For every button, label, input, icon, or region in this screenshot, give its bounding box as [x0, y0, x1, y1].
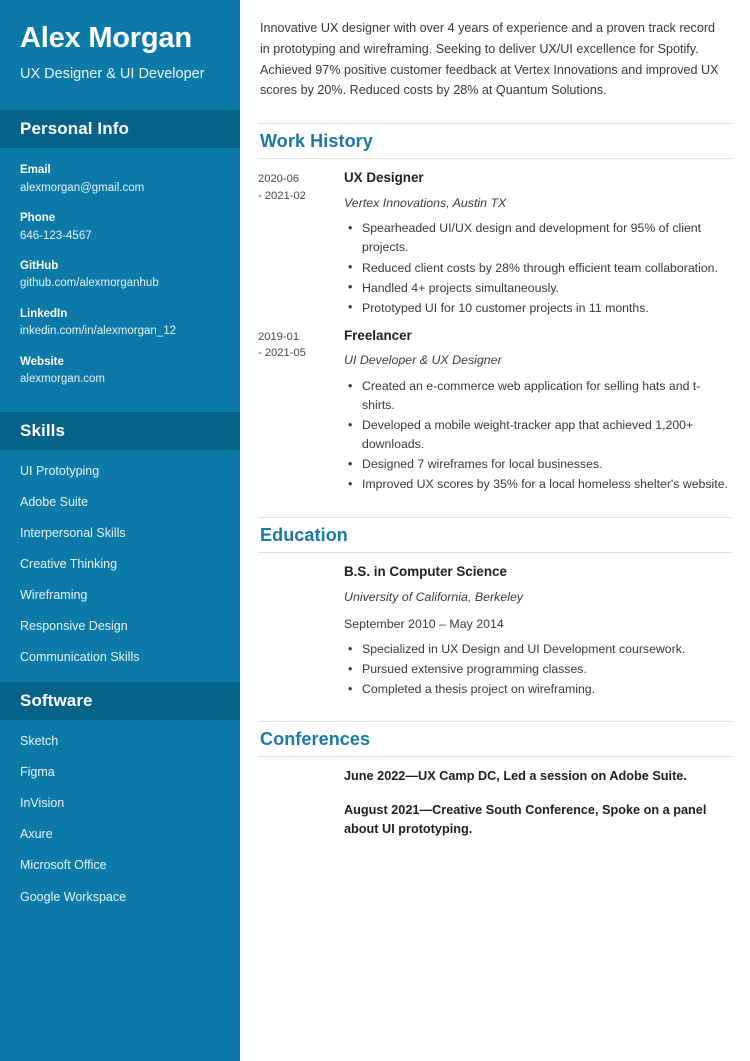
section-education: [258, 517, 732, 699]
bullet-item: • Prototyped UI for 10 customer projects in 11 months.: [344, 299, 732, 318]
contact-value[interactable]: alexmorgan@gmail.com: [20, 181, 145, 194]
professional-summary: Innovative UX designer with over 4 years of experience and a proven track record in prototyping and wireframing. Seeking to deliver UX/UI excellence for Spotify. Achieved 97% positive customer feedback at Vertex Innovations and improved UX scores by 20%. Reduced costs by 28% at Quantum Solutions.: [260, 21, 719, 98]
skill-item: Adobe Suite: [20, 494, 89, 509]
conference-item: June 2022—UX Camp DC, Led a session on Adobe Suite.: [344, 769, 687, 784]
bullet-item: • Specialized in UX Design and UI Development coursework.: [344, 640, 732, 659]
education-dates: September 2010 – May 2014: [344, 616, 504, 631]
work-entry-company: Vertex Innovations, Austin TX: [344, 195, 507, 210]
candidate-role: UX Designer & UI Developer: [20, 66, 205, 83]
skills-list: [0, 450, 240, 678]
contact-item-website: [20, 354, 220, 389]
skill-item: Interpersonal Skills: [20, 525, 126, 540]
skill-item: Responsive Design: [20, 619, 128, 634]
software-item: Google Workspace: [20, 889, 127, 904]
section-title-education: Education: [260, 525, 348, 546]
software-item: Figma: [20, 765, 55, 780]
work-entry-bullets: [344, 219, 732, 317]
work-entry-company: UI Developer & UX Designer: [344, 353, 502, 368]
section-title-personal-info: Personal Info: [20, 118, 129, 138]
work-entry-bullets: [344, 377, 732, 494]
contact-value[interactable]: alexmorgan.com: [20, 373, 106, 386]
section-header-education: [258, 517, 732, 553]
work-entry-dates: [258, 169, 344, 205]
contact-value[interactable]: inkedin.com/in/alexmorgan_12: [20, 325, 176, 338]
bullet-item: • Completed a thesis project on wireframing.: [344, 680, 732, 699]
contact-label: LinkedIn: [20, 307, 68, 320]
work-entry-date-end: - 2021-05: [258, 347, 306, 360]
work-history-entries: [258, 159, 732, 495]
section-title-software: Software: [20, 690, 93, 710]
bullet-item: • Improved UX scores by 35% for a local homeless shelter's website.: [344, 475, 732, 494]
work-entry: [258, 169, 732, 319]
software-list: [0, 720, 240, 917]
software-item: Microsoft Office: [20, 858, 107, 873]
contact-value[interactable]: github.com/alexmorganhub: [20, 277, 159, 290]
education-school: University of California, Berkeley: [344, 590, 524, 605]
software-item: Axure: [20, 827, 53, 842]
bullet-item: • Developed a mobile weight-tracker app that achieved 1,200+ downloads.: [344, 416, 732, 454]
bullet-item: • Pursued extensive programming classes.: [344, 660, 732, 679]
section-title-work-history: Work History: [260, 131, 373, 152]
work-entry-body: [344, 169, 732, 319]
section-band-software: [0, 682, 240, 720]
work-entry-date-start: 2019-01: [258, 330, 300, 343]
work-entry-title: Freelancer: [344, 327, 412, 343]
bullet-item: • Reduced client costs by 28% through efficient team collaboration.: [344, 259, 732, 278]
conference-entries: [258, 757, 732, 838]
sidebar: [0, 0, 240, 1061]
section-band-personal-info: [0, 110, 240, 148]
section-band-skills: [0, 412, 240, 450]
section-title-skills: Skills: [20, 420, 66, 440]
education-entry: [258, 563, 732, 699]
contact-item-email: [20, 162, 220, 197]
bullet-item: • Handled 4+ projects simultaneously.: [344, 279, 732, 298]
section-conferences: [258, 721, 732, 838]
software-item: InVision: [20, 796, 65, 811]
main-content: [240, 0, 750, 1061]
personal-info-list: [0, 148, 240, 408]
contact-label: Email: [20, 163, 51, 176]
work-entry-body: [344, 327, 732, 496]
sidebar-header: [0, 0, 240, 106]
contact-label: Website: [20, 355, 64, 368]
work-entry-date-end: - 2021-02: [258, 189, 306, 202]
contact-label: Phone: [20, 211, 56, 224]
contact-label: GitHub: [20, 259, 59, 272]
work-entry: [258, 327, 732, 496]
contact-item-github: [20, 258, 220, 293]
contact-item-linkedin: [20, 306, 220, 341]
software-item: Sketch: [20, 733, 59, 748]
section-work-history: [258, 123, 732, 495]
contact-item-phone: [20, 210, 220, 245]
bullet-item: • Spearheaded UI/UX design and development for 95% of client projects.: [344, 219, 732, 257]
bullet-item: • Created an e-commerce web application for selling hats and t-shirts.: [344, 377, 732, 415]
conference-item: August 2021—Creative South Conference, Spoke on a panel about UI prototyping.: [344, 802, 707, 836]
work-entry-date-start: 2020-06: [258, 173, 300, 186]
skill-item: UI Prototyping: [20, 463, 100, 478]
contact-value[interactable]: 646-123-4567: [20, 229, 92, 242]
section-header-conferences: [258, 721, 732, 757]
skill-item: Wireframing: [20, 588, 88, 603]
section-title-conferences: Conferences: [260, 729, 371, 750]
education-degree: B.S. in Computer Science: [344, 564, 507, 580]
work-entry-title: UX Designer: [344, 170, 424, 186]
section-header-work-history: [258, 123, 732, 159]
candidate-name: Alex Morgan: [20, 22, 192, 54]
work-entry-dates: [258, 327, 344, 363]
skill-item: Communication Skills: [20, 650, 140, 665]
education-entries: [258, 553, 732, 699]
bullet-item: • Designed 7 wireframes for local businesses.: [344, 455, 732, 474]
conference-list: [258, 767, 732, 838]
education-bullets: [344, 640, 732, 699]
skill-item: Creative Thinking: [20, 556, 118, 571]
